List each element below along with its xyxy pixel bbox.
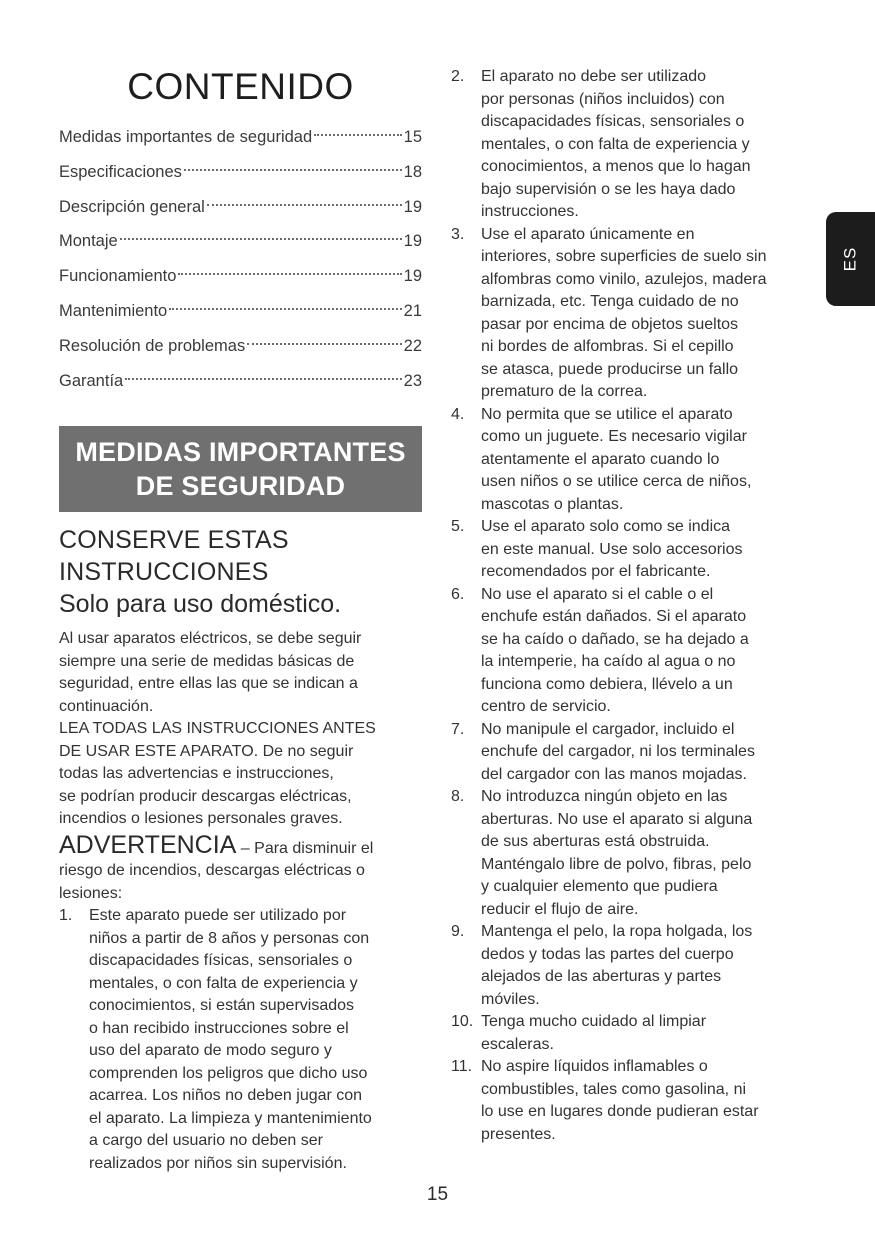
item-number: 1. — [59, 907, 73, 925]
toc-leader-dots — [120, 238, 402, 240]
read-instructions-paragraph — [59, 718, 422, 831]
item-number: 11. — [451, 1058, 473, 1075]
toc-entry-page: 23 — [403, 371, 422, 390]
banner-line: DE SEGURIDAD — [135, 471, 346, 502]
item-number: 10. — [451, 1013, 474, 1030]
toc-entry[interactable] — [59, 259, 422, 294]
left-column — [59, 60, 422, 1175]
toc-leader-dots — [178, 273, 401, 275]
section-banner — [59, 426, 422, 512]
page-number: 15 — [426, 1184, 449, 1205]
text-line: todas las advertencias e instrucciones, — [59, 765, 334, 783]
safety-list-right — [451, 66, 821, 1146]
toc-entry-page: 22 — [403, 336, 422, 355]
item-text: Use el aparato solo como se indica en este manual. Use solo accesorios recomendados por el fabricante. — [481, 518, 743, 580]
warning-block — [59, 831, 422, 906]
toc-entry-label: Funcionamiento — [59, 267, 177, 286]
item-number: 7. — [451, 720, 465, 738]
toc-entry-page: 18 — [403, 162, 422, 181]
item-number: 4. — [451, 405, 465, 423]
item-text: Mantenga el pelo, la ropa holgada, los dedos y todas las partes del cuerpo alejados de las aberturas y partes móviles. — [481, 923, 753, 1008]
toc-entry-page: 21 — [403, 301, 422, 320]
toc-entry-label: Medidas importantes de seguridad — [59, 128, 313, 146]
conserve-heading — [59, 524, 422, 588]
toc-entry-page: 19 — [403, 197, 422, 216]
language-tab[interactable] — [826, 212, 875, 306]
text-line: lesiones: — [59, 884, 123, 902]
item-number: 5. — [451, 518, 465, 535]
item-number: 9. — [451, 923, 465, 940]
item-text: El aparato no debe ser utilizado por personas (niños incluidos) con discapacidades físicas, sensoriales o mentales, o con falta de experiencia y conocimientos, a menos que lo hagan bajo supervisión o se les haya dado instrucciones. — [481, 68, 751, 220]
item-text: No introduzca ningún objeto en las aberturas. No use el aparato si alguna de sus aberturas está obstruida. Manténgalo libre de polvo, fibras, pelo y cualquier elemento que pudiera reducir el flujo de aire. — [481, 788, 753, 918]
banner-line: MEDIDAS IMPORTANTES — [75, 437, 406, 468]
item-number: 8. — [451, 788, 465, 805]
toc-leader-dots — [314, 134, 401, 136]
conserve-line: CONSERVE ESTAS — [59, 526, 289, 555]
language-tab-label: ES — [840, 246, 860, 272]
text-line: se podrían producir descargas eléctricas, — [59, 787, 352, 805]
toc-entry-label: Descripción general — [59, 197, 205, 216]
safety-list-left — [59, 905, 422, 1175]
toc-entry-label: Montaje — [59, 232, 118, 251]
item-text: No aspire líquidos inflamables o combustibles, tales como gasolina, ni lo use en lugares donde pudieran estar presentes. — [481, 1058, 759, 1143]
table-of-contents — [59, 120, 422, 398]
list-item — [451, 66, 821, 224]
item-text: No use el aparato si el cable o el enchufe están dañados. Si el aparato se ha caído o dañado, se ha dejado a la intemperie, ha caído al agua o no funciona como debiera, llévelo a un centro de servicio. — [481, 585, 749, 715]
warning-lead: – Para disminuir el — [236, 839, 374, 857]
toc-entry[interactable] — [59, 364, 422, 399]
list-item — [451, 786, 821, 921]
item-text: Tenga mucho cuidado al limpiar escaleras. — [481, 1013, 707, 1053]
item-number: 3. — [451, 225, 465, 243]
toc-leader-dots — [184, 169, 402, 171]
item-number: 2. — [451, 68, 465, 85]
toc-entry-label: Garantía — [59, 371, 124, 390]
list-item — [451, 1011, 821, 1056]
conserve-line: INSTRUCCIONES — [59, 558, 269, 587]
toc-entry[interactable] — [59, 294, 422, 329]
text-line: siempre una serie de medidas básicas de — [59, 652, 355, 670]
warning-first-line — [59, 831, 422, 861]
text-line: seguridad, entre ellas las que se indican a — [59, 675, 358, 693]
intro-paragraph — [59, 628, 422, 718]
toc-leader-dots — [207, 204, 402, 206]
list-item — [451, 404, 821, 517]
text-line: continuación. — [59, 697, 154, 715]
toc-leader-dots — [125, 378, 401, 380]
right-column — [451, 66, 821, 1146]
toc-entry[interactable] — [59, 224, 422, 259]
toc-entry[interactable] — [59, 155, 422, 190]
item-text: No manipule el cargador, incluido el enchufe del cargador, ni los terminales del cargador con las manos mojadas. — [481, 720, 755, 783]
item-text: Este aparato puede ser utilizado por niños a partir de 8 años y personas con discapacidades físicas, sensoriales o mentales, o con falta de experiencia y conocimientos, si están supervisados o han recibido instrucciones sobre el uso del aparato de modo seguro y comprenden los peligros que dicho uso acarrea. Los niños no deben jugar con el aparato. La limpieza y mantenimiento a cargo del usuario no deben ser realizados por niños sin supervisión. — [89, 907, 372, 1172]
toc-entry-page: 19 — [403, 267, 422, 286]
toc-entry-page: 19 — [403, 232, 422, 251]
list-item — [451, 719, 821, 787]
item-text: No permita que se utilice el aparato como un juguete. Es necesario vigilar atentamente el aparato cuando lo usen niños o se utilice cerca de niños, mascotas o plantas. — [481, 405, 752, 513]
item-text: Use el aparato únicamente en interiores, sobre superficies de suelo sin alfombras como vinilo, azulejos, madera barnizada, etc. Tenga cuidado de no pasar por encima de objetos sueltos ni bordes de alfombras. Si el cepillo se atasca, puede producirse un fallo prematuro de la correa. — [481, 225, 767, 400]
list-item — [451, 224, 821, 404]
toc-entry-label: Mantenimiento — [59, 301, 168, 320]
text-line: incendios o lesiones personales graves. — [59, 810, 343, 828]
list-item — [451, 516, 821, 584]
toc-leader-dots — [169, 308, 401, 310]
domestic-use-heading: Solo para uso doméstico. — [59, 590, 342, 619]
text-line: DE USAR ESTE APARATO. De no seguir — [59, 742, 354, 760]
list-item — [451, 921, 821, 1011]
toc-entry[interactable] — [59, 329, 422, 364]
toc-entry-page: 15 — [403, 128, 422, 146]
toc-entry-label: Especificaciones — [59, 162, 182, 181]
toc-entry[interactable] — [59, 190, 422, 225]
warning-heading: ADVERTENCIA — [59, 830, 237, 859]
toc-title: CONTENIDO — [127, 66, 354, 107]
toc-entry-label: Resolución de problemas — [59, 336, 246, 355]
item-number: 6. — [451, 585, 465, 603]
toc-leader-dots — [247, 343, 401, 345]
text-line: LEA TODAS LAS INSTRUCCIONES ANTES — [59, 720, 376, 738]
list-item — [451, 584, 821, 719]
toc-entry[interactable] — [59, 120, 422, 155]
text-line: Al usar aparatos eléctricos, se debe seguir — [59, 630, 362, 648]
list-item — [451, 1056, 821, 1146]
text-line: riesgo de incendios, descargas eléctricas o — [59, 862, 365, 880]
list-item — [59, 905, 422, 1175]
